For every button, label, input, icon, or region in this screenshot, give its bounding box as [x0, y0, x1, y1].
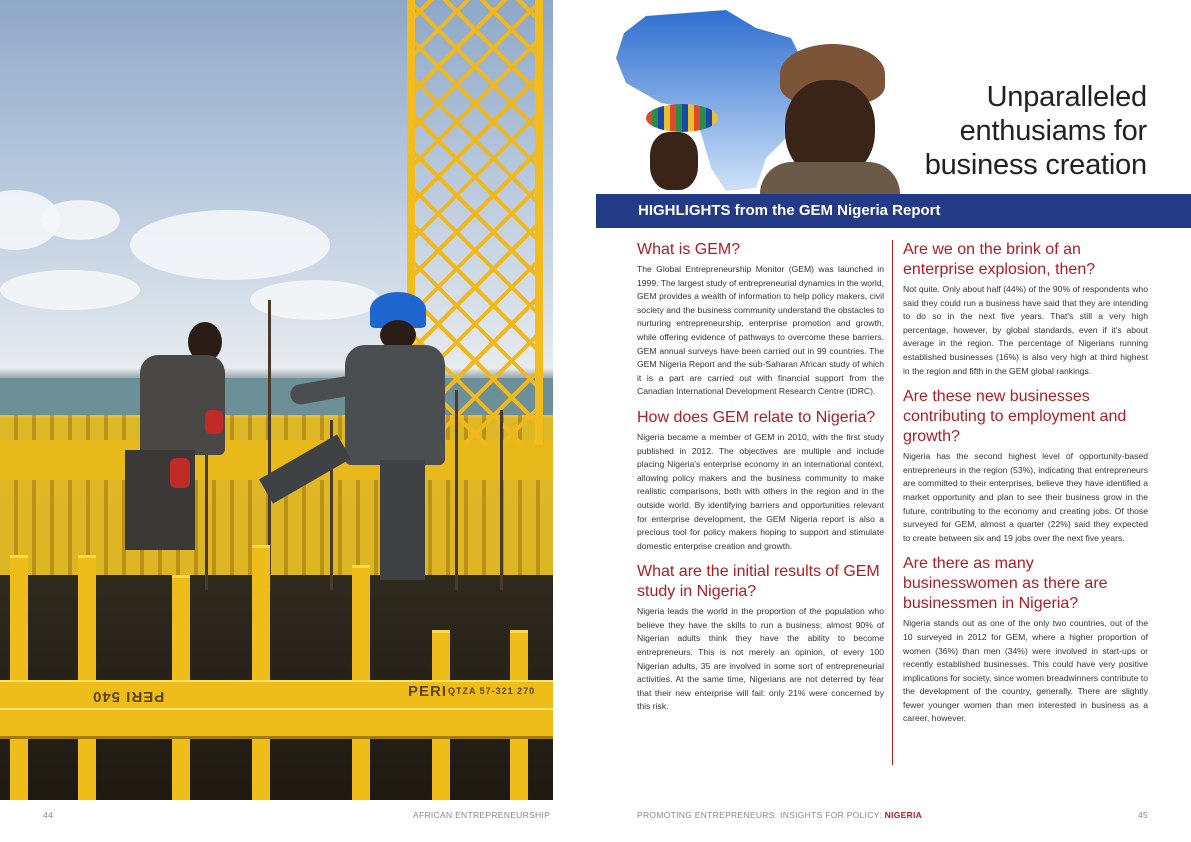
- right-running-head: [637, 810, 922, 820]
- title-line: Unparalleled: [986, 81, 1147, 113]
- construction-site-photo: [0, 0, 553, 800]
- cloud: [40, 200, 120, 240]
- cloud: [130, 210, 330, 280]
- woven-basket: [646, 104, 718, 132]
- highlights-banner: [596, 194, 1191, 228]
- section-body: Nigeria has the second highest level of opportunity-based entrepreneurs in the region (53%), indicating that entrepreneurs are committed to their enterprises, believe they have identified a market opportunity and plan to see their business grow in the future, contributing to the economy and creating jobs. Of those surveyed for GEM, almost a quarter (22%) said they expected to create between six and 19 jobs over the next five years.: [903, 451, 1148, 543]
- text-column-right: [903, 240, 1148, 726]
- title-line: business creation: [924, 149, 1147, 181]
- column-divider: [892, 240, 893, 765]
- formwork-post: [10, 555, 28, 800]
- section-heading: Are there as many businesswomen as there are businessmen in Nigeria?: [903, 555, 1108, 613]
- cloud: [0, 270, 140, 310]
- text-column-left: [637, 240, 884, 714]
- shoulders: [760, 162, 900, 194]
- beam-label: QTZA 57-321 270: [448, 686, 536, 696]
- formwork-post: [78, 555, 96, 800]
- rebar: [500, 410, 503, 590]
- rebar: [455, 390, 458, 590]
- section-body: Nigeria leads the world in the proportion of the population who believe they have the skills to run a business; almost 90% of Nigerian adults think they have the ability to become entrepreneurs. This is not merely an opinion, of every 100 Nigerian adults, 35 are involved in some sort of entrepreneurial activities. At the same time, Nigerians are not deterred by fear that their new enterprise will fail: only 21% were concerned by this risk.: [637, 606, 884, 712]
- left-running-head: AFRICAN ENTREPRENEURSHIP: [413, 810, 551, 820]
- worker-torso: [345, 345, 445, 465]
- woman-portrait: [730, 42, 900, 194]
- formwork-post: [252, 545, 270, 800]
- right-page-number: 45: [1138, 810, 1149, 820]
- section-heading: How does GEM relate to Nigeria?: [637, 408, 876, 426]
- section-body: The Global Entrepreneurship Monitor (GEM) was launched in 1999. The largest study of entrepreneurial dynamics in the world, GEM provides a wealth of information to help policy makers, civil society and the business community understand the obstacles to nurturing entrepreneurship, enterprise promotion and growth, while offering evidence of pathways to overcome these barriers. GEM annual surveys have been carried out in 99 countries. The GEM Nigeria Report and the sub-Saharan African study of which it is a part are carried out with financial support from the Canadian International Development Research Centre (IDRC).: [637, 264, 884, 397]
- section-body: Nigeria became a member of GEM in 2010, with the first study published in 2012. The objectives are multiple and include placing Nigeria's enterprise economy in an international context, allowing policy makers and the business community to make realistic comparisons, both with others in the region and in the outside world. By identifying barriers and opportunities relevant for enterprise development, the GEM Nigeria report is also a precious tool for policy makers hoping to support and stimulate domestic enterprise creation and growth.: [637, 431, 884, 551]
- red-glove: [205, 410, 223, 434]
- section-heading: Are these new businesses contributing to employment and growth?: [903, 388, 1127, 446]
- section-body: Not quite. Only about half (44%) of the 90% of respondents who said they could run a business have said that they are intending to do so in the next five years. That's still a very high percentage, however, by global standards, even if it's about average in the region. The percentage of Nigerians running established businesses (16%) is also very high at third highest in the region and fifth in the GEM global rankings.: [903, 284, 1148, 376]
- running-head-country: NIGERIA: [884, 810, 923, 820]
- beam-label: PERI 540: [92, 688, 165, 705]
- red-glove: [170, 458, 190, 488]
- banner-title: HIGHLIGHTS from the GEM Nigeria Report: [638, 202, 941, 219]
- formwork-beam: [0, 708, 553, 739]
- running-head-text: PROMOTING ENTREPRENEURS: INSIGHTS FOR POLICY:: [637, 810, 885, 820]
- section-heading: What are the initial results of GEM study in Nigeria?: [637, 563, 880, 601]
- section-heading: Are we on the brink of an enterprise explosion, then?: [903, 241, 1096, 278]
- section-heading: What is GEM?: [637, 241, 741, 258]
- beam-label: PERI: [408, 683, 448, 700]
- worker-leg: [380, 460, 425, 580]
- left-page-number: 44: [43, 810, 54, 820]
- worker-torso: [140, 355, 225, 455]
- page-title: [925, 80, 1147, 182]
- title-line: enthusiams for: [959, 115, 1147, 147]
- hand: [650, 132, 698, 190]
- section-body: Nigeria stands out as one of the only two countries, out of the 10 surveyed in 2012 for GEM, where a higher proportion of women (36%) than men (34%) were involved in start-ups or recently established businesses. This could have very positive implications for society, since women breadwinners contribute to the development of the country, generally. There are slightly fewer younger women than men interested in business as a career, however.: [903, 618, 1148, 724]
